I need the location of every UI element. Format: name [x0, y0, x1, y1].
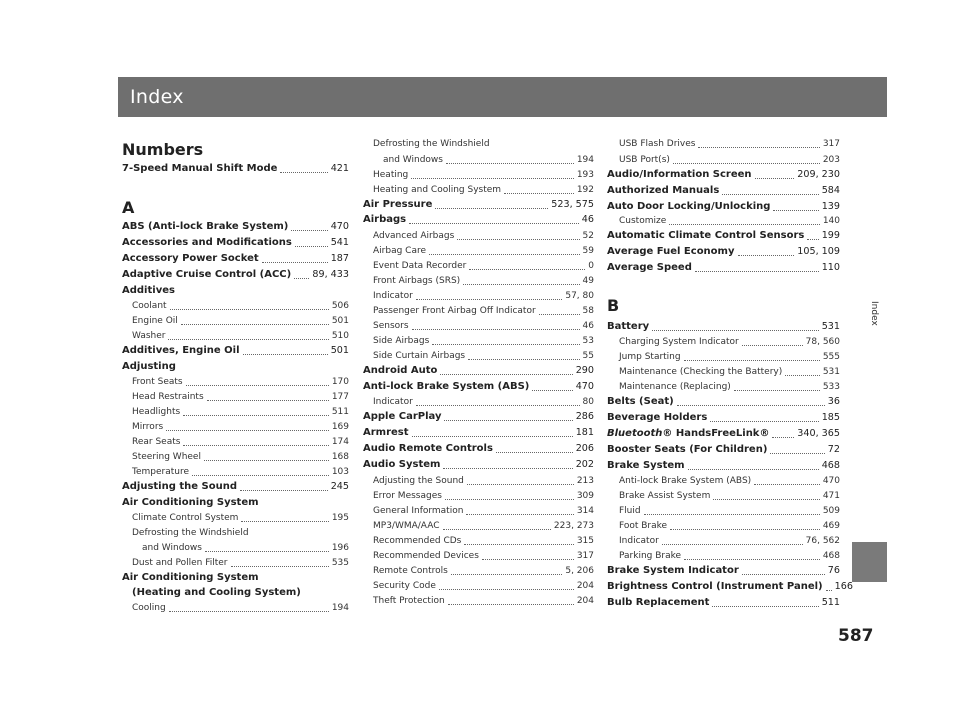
index-subentry: Jump Starting 555 — [619, 352, 840, 362]
index-entry: Accessory Power Socket 187 — [122, 253, 349, 264]
index-subentry: and Windows 194 — [383, 155, 594, 165]
header-bar — [118, 77, 887, 117]
index-subentry: and Windows 196 — [142, 543, 349, 553]
index-subentry: Indicator 76, 562 — [619, 536, 840, 546]
page-title: Index — [130, 86, 184, 108]
index-subentry: Heating and Cooling System 192 — [373, 185, 594, 195]
index-subentry: Theft Protection 204 — [373, 596, 594, 606]
index-entry: Anti-lock Brake System (ABS) 470 — [363, 381, 594, 392]
index-subentry: Event Data Recorder 0 — [373, 261, 594, 271]
index-subentry: Steering Wheel 168 — [132, 452, 349, 462]
index-subentry: USB Port(s) 203 — [619, 155, 840, 165]
index-subentry: Remote Controls 5, 206 — [373, 566, 594, 576]
index-subentry: Security Code 204 — [373, 581, 594, 591]
section-heading-numbers: Numbers — [122, 140, 204, 159]
index-entry: 7-Speed Manual Shift Mode 421 — [122, 163, 349, 174]
index-subentry: Charging System Indicator 78, 560 — [619, 337, 840, 347]
index-subentry: Front Airbags (SRS) 49 — [373, 276, 594, 286]
index-subentry: Indicator 80 — [373, 397, 594, 407]
index-entry: Adaptive Cruise Control (ACC) 89, 433 — [122, 269, 349, 280]
index-entry: Brake System 468 — [607, 460, 840, 471]
index-entry: Adjusting — [122, 361, 176, 372]
index-subentry: Sensors 46 — [373, 321, 594, 331]
index-subentry: Cooling 194 — [132, 603, 349, 613]
index-entry: Audio System 202 — [363, 459, 594, 470]
index-subentry: Side Airbags 53 — [373, 336, 594, 346]
index-entry: Adjusting the Sound 245 — [122, 481, 349, 492]
index-subentry: Passenger Front Airbag Off Indicator 58 — [373, 306, 594, 316]
index-subentry: Headlights 511 — [132, 407, 349, 417]
index-subentry: Maintenance (Replacing) 533 — [619, 382, 840, 392]
index-subentry: Front Seats 170 — [132, 377, 349, 387]
index-subentry: Mirrors 169 — [132, 422, 349, 432]
section-heading-b: B — [607, 296, 620, 315]
index-subentry: Foot Brake 469 — [619, 521, 840, 531]
index-subentry: Coolant 506 — [132, 301, 349, 311]
index-entry: Additives, Engine Oil 501 — [122, 345, 349, 356]
index-subentry: Dust and Pollen Filter 535 — [132, 558, 349, 568]
index-subentry: Head Restraints 177 — [132, 392, 349, 402]
side-tab-label: Index — [869, 301, 879, 326]
side-tab — [852, 121, 887, 623]
index-subentry: Airbag Care 59 — [373, 246, 594, 256]
index-entry: Air Pressure 523, 575 — [363, 199, 594, 210]
index-entry: Authorized Manuals 584 — [607, 185, 840, 196]
section-heading-a: A — [122, 198, 135, 217]
index-subentry: USB Flash Drives 317 — [619, 139, 840, 149]
index-subentry: Adjusting the Sound 213 — [373, 476, 594, 486]
index-subentry: Rear Seats 174 — [132, 437, 349, 447]
index-entry: Belts (Seat) 36 — [607, 396, 840, 407]
index-entry: Armrest 181 — [363, 427, 594, 438]
index-entry: Air Conditioning System — [122, 572, 259, 583]
index-subentry: Fluid 509 — [619, 506, 840, 516]
index-subentry: Maintenance (Checking the Battery) 531 — [619, 367, 840, 377]
index-entry: Average Fuel Economy 105, 109 — [607, 246, 840, 257]
index-subentry: Error Messages 309 — [373, 491, 594, 501]
index-entry: Bulb Replacement 511 — [607, 597, 840, 608]
index-subentry: Climate Control System 195 — [132, 513, 349, 523]
index-entry: ABS (Anti-lock Brake System) 470 — [122, 221, 349, 232]
index-subentry: Defrosting the Windshield — [373, 139, 490, 149]
index-subentry: Anti-lock Brake System (ABS) 470 — [619, 476, 840, 486]
index-subentry: Temperature 103 — [132, 467, 349, 477]
index-subentry: Recommended CDs 315 — [373, 536, 594, 546]
index-entry: Android Auto 290 — [363, 365, 594, 376]
index-entry: Bluetooth® HandsFreeLink® 340, 365 — [607, 428, 840, 439]
index-entry: Auto Door Locking/Unlocking 139 — [607, 201, 840, 212]
index-entry: Beverage Holders 185 — [607, 412, 840, 423]
index-subentry: General Information 314 — [373, 506, 594, 516]
index-entry: Accessories and Modifications 541 — [122, 237, 349, 248]
index-subentry: Advanced Airbags 52 — [373, 231, 594, 241]
index-entry: Air Conditioning System — [122, 497, 259, 508]
index-subentry: Parking Brake 468 — [619, 551, 840, 561]
index-subentry: Washer 510 — [132, 331, 349, 341]
index-entry: Brake System Indicator 76 — [607, 565, 840, 576]
index-subentry: Indicator 57, 80 — [373, 291, 594, 301]
page-number: 587 — [838, 626, 874, 646]
index-entry: Automatic Climate Control Sensors 199 — [607, 230, 840, 241]
index-entry: Battery 531 — [607, 321, 840, 332]
index-entry: Average Speed 110 — [607, 262, 840, 273]
index-subentry: MP3/WMA/AAC 223, 273 — [373, 521, 594, 531]
index-subentry: Defrosting the Windshield — [132, 528, 249, 538]
index-entry: Brightness Control (Instrument Panel) 166 — [607, 581, 853, 592]
index-entry: (Heating and Cooling System) — [132, 587, 301, 598]
index-subentry: Customize 140 — [619, 216, 840, 226]
index-entry: Apple CarPlay 286 — [363, 411, 594, 422]
index-subentry: Recommended Devices 317 — [373, 551, 594, 561]
index-subentry: Brake Assist System 471 — [619, 491, 840, 501]
index-entry: Airbags 46 — [363, 214, 594, 225]
index-entry: Additives — [122, 285, 175, 296]
index-entry: Audio Remote Controls 206 — [363, 443, 594, 454]
index-subentry: Heating 193 — [373, 170, 594, 180]
index-entry: Booster Seats (For Children) 72 — [607, 444, 840, 455]
index-subentry: Side Curtain Airbags 55 — [373, 351, 594, 361]
index-subentry: Engine Oil 501 — [132, 316, 349, 326]
index-entry: Audio/Information Screen 209, 230 — [607, 169, 840, 180]
